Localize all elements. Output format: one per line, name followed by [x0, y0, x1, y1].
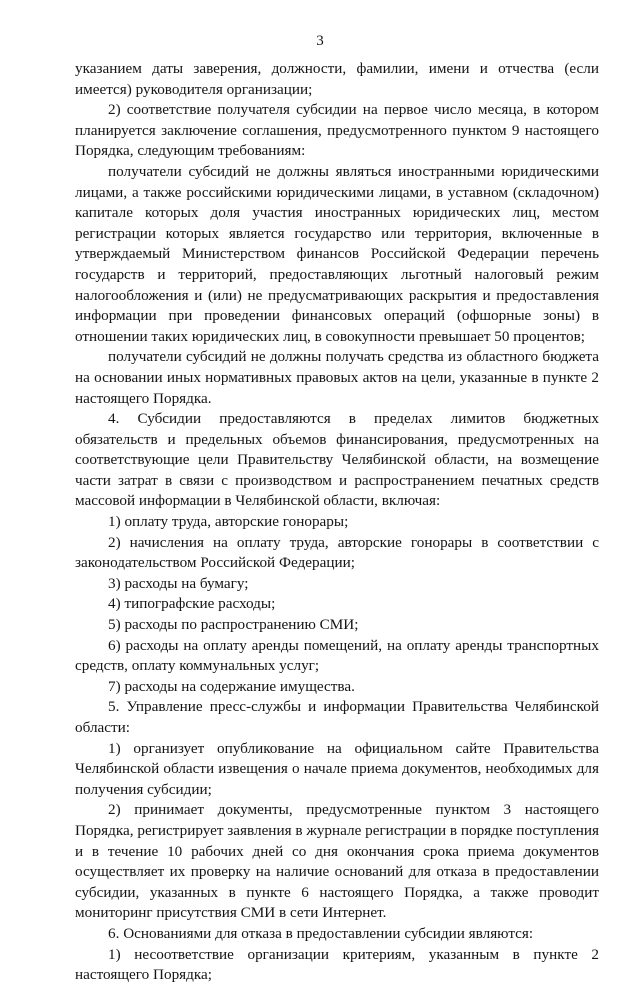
page-number: 3 [316, 33, 324, 49]
list-item-duty-2: 2) принимает документы, предусмотренные пунктом 3 настоящего Порядка, регистрирует заявления в журнале регистрации в порядке поступления и в течение 10 рабочих дней со дня окончания срока приема документов осуществляет их проверку на наличие оснований для отказа в предоставлении субсидии, указанных в пункте 6 настоящего Порядка, а также проводит мониторинг присутствия СМИ в сети Интернет. [75, 801, 599, 922]
paragraph-requirement-2: 2) соответствие получателя субсидии на первое число месяца, в котором планируется заключение соглашения, предусмотренного пунктом 9 настоящего Порядка, следующим требованиям: [75, 101, 599, 160]
list-item-duty-1: 1) организует опубликование на официальном сайте Правительства Челябинской области извещения о начале приема документов, необходимых для получения субсидии; [75, 739, 599, 798]
list-item-expense-7: 7) расходы на содержание имущества. [108, 677, 355, 695]
list-item-expense-4: 4) типографские расходы; [108, 595, 276, 613]
document-body [75, 59, 599, 986]
paragraph-continuation: указанием даты заверения, должности, фамилии, имени и отчества (если имеется) руководителя организации; [75, 60, 599, 98]
list-item-expense-6: 6) расходы на оплату аренды помещений, на оплату аренды транспортных средств, оплату коммунальных услуг; [75, 636, 599, 675]
list-item-expense-3: 3) расходы на бумагу; [108, 574, 249, 592]
paragraph-clause-4: 4. Субсидии предоставляются в пределах лимитов бюджетных обязательств и предельных объемов финансирования, предусмотренных на соответствующие цели Правительству Челябинской области, на возмещение части затрат в связи с производством и распространением печатных средств массовой информации в Челябинской области, включая: [75, 410, 599, 510]
list-item-refusal-1: 1) несоответствие организации критериям, указанным в пункте 2 настоящего Порядка; [75, 945, 599, 984]
list-item-expense-2: 2) начисления на оплату труда, авторские гонорары в соответствии с законодательством Российской Федерации; [75, 533, 599, 572]
paragraph-clause-5: 5. Управление пресс-службы и информации Правительства Челябинской области: [75, 698, 599, 736]
paragraph-foreign-entities-requirement: получатели субсидий не должны являться иностранными юридическими лицами, а также российскими юридическими лицами, в уставном (складочном) капитале которых доля участия иностранных юридических лиц, местом регистрации которых является государство или территория, включенные в утверждаемый Министерством финансов Российской Федерации перечень государств и территорий, предоставляющих льготный налоговый режим налогообложения и (или) не предусматривающих раскрытия и предоставления информации при проведении финансовых операций (офшорные зоны) в отношении таких юридических лиц, в совокупности превышает 50 процентов; [75, 162, 599, 345]
list-item-expense-5: 5) расходы по распространению СМИ; [108, 616, 359, 634]
paragraph-no-other-funds-requirement: получатели субсидий не должны получать средства из областного бюджета на основании иных нормативных правовых актов на цели, указанные в пункте 2 настоящего Порядка. [75, 348, 599, 407]
paragraph-clause-6: 6. Основаниями для отказа в предоставлении субсидии являются: [108, 924, 534, 942]
list-item-expense-1: 1) оплату труда, авторские гонорары; [108, 513, 349, 531]
